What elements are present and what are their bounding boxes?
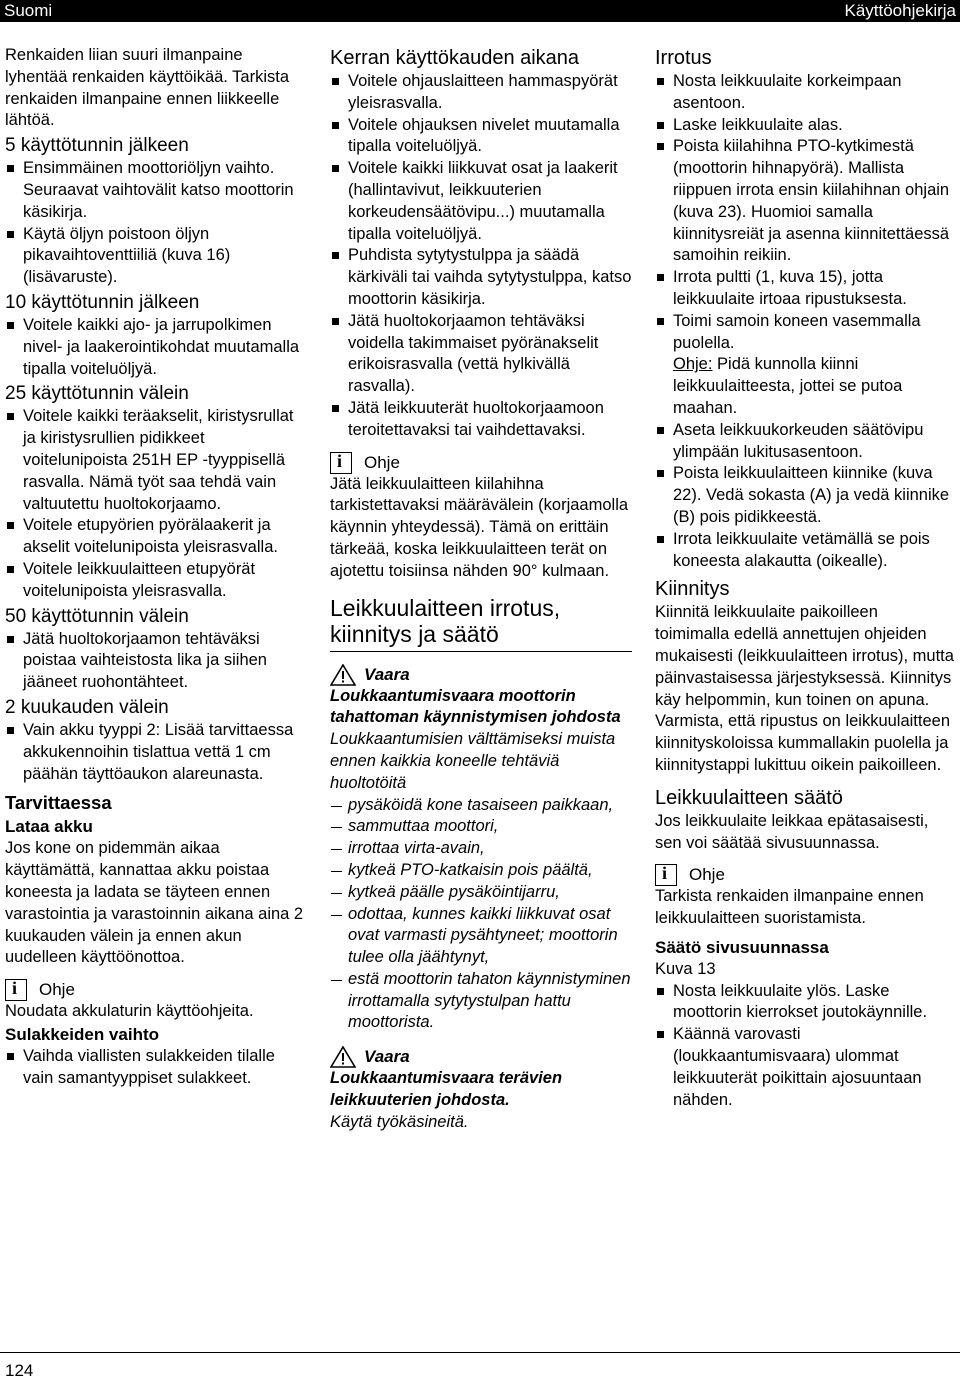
charge-battery-text: Jos kone on pidemmän aikaa käyttämättä, kannattaa akku poistaa koneesta ja ladata se täyteen ennen varastointia ja varastoinnin aikana aina 2 kuukauden välein ja ennen akun uudelleen käyttöönottoa. xyxy=(5,839,304,967)
main-section-title xyxy=(330,595,632,652)
lateral-adjustment-figure-ref: Kuva 13 xyxy=(655,959,716,978)
section-10-hours-list xyxy=(5,315,305,380)
warning-text: Käytä työkäsineitä. xyxy=(330,1112,469,1131)
page-number: 124 xyxy=(5,1361,34,1380)
warning-title: Vaara xyxy=(364,1047,410,1067)
header-language: Suomi xyxy=(4,1,53,20)
list-item: Poista kiilahihna PTO-kytkimestä (moottorin hihnapyörä). Mallista riippuen irrota ensin kiilahihnan ohjain (kuva 23). Huomioi samalla kiinnitysreiät ja asenna kiinnitettäessä samoihin reikiin. xyxy=(655,136,955,267)
warning-header xyxy=(330,664,632,686)
column-2 xyxy=(330,45,632,1134)
once-per-season-list xyxy=(330,71,632,442)
attachment-text: Kiinnitä leikkuulaite paikoilleen toimimalla edellä annettujen ohjeiden mukaisesti (leikkuulaitteen irrotus), mutta päinvastaisessa järjestyksessä. Kiinnitys käy helpommin, kun toinen on apuna. Varmista, että ripustus on leikkuulaitteen kiinnityskoloissa kummallakin puolella ja kiinnitystappi lukittuu oikein paikoilleen. xyxy=(655,603,954,774)
list-item: kytkeä päälle pysäköintijarru, xyxy=(330,882,632,904)
inline-note xyxy=(655,354,955,419)
section-2-months-title: 2 kuukauden välein xyxy=(5,696,169,718)
warning-steps-list xyxy=(330,795,632,1035)
warning-header xyxy=(330,1046,632,1068)
warning-subtitle: Loukkaantumisvaara moottorin tahattoman käynnistymisen johdosta xyxy=(330,686,621,727)
list-item: Nosta leikkuulaite ylös. Laske moottorin kierrokset joutokäynnille. xyxy=(655,981,955,1025)
page-header xyxy=(0,0,960,22)
list-item: Puhdista sytytystulppa ja säädä kärkiväli tai vaihda sytytystulppa, katso moottorin käsikirja. xyxy=(330,245,632,310)
list-item: Voitele kaikki liikkuvat osat ja laakerit (hallintavivut, leikkuuterien korkeudensäätövipu...) muutamalla tipalla voiteluöljyä. xyxy=(330,158,632,245)
list-item: Voitele etupyörien pyörälaakerit ja akselit voitelunipoista yleisrasvalla. xyxy=(5,515,305,559)
info-note-title: Ohje xyxy=(689,865,725,885)
list-item: Jätä leikkuuterät huoltokorjaamoon teroitettavaksi tai vaihdettavaksi. xyxy=(330,398,632,442)
list-item: Käytä öljyn poistoon öljyn pikavaihtoventtiiliä (kuva 16) (lisävaruste). xyxy=(5,224,305,289)
list-item: Aseta leikkuukorkeuden säätövipu ylimpään lukitusasentoon. xyxy=(655,420,955,464)
adjustment-text: Jos leikkuulaite leikkaa epätasaisesti, sen voi säätää sivusuunnassa. xyxy=(655,811,929,852)
info-icon xyxy=(5,979,27,1001)
list-item: odottaa, kunnes kaikki liikkuvat osat ovat varmasti pysähtyneet; moottorin tulee olla jäähtynyt, xyxy=(330,904,632,969)
list-item: pysäköidä kone tasaiseen paikkaan, xyxy=(330,795,632,817)
header-doc-title: Käyttöohjekirja xyxy=(844,1,956,20)
lateral-adjustment-title: Säätö sivusuunnassa xyxy=(655,937,829,957)
list-item: Vain akku tyyppi 2: Lisää tarvittaessa akkukennoihin tislattua vettä 1 cm päähän täyttöaukon alareunasta. xyxy=(5,720,305,785)
list-item: Käännä varovasti (loukkaantumisvaara) ulommat leikkuuterät poikittain ajosuuntaan nähden. xyxy=(655,1024,955,1111)
info-note-text: Tarkista renkaiden ilmanpaine ennen leikkuulaitteen suoristamista. xyxy=(655,887,924,928)
info-note-title: Ohje xyxy=(364,452,400,472)
list-item: Voitele ohjauslaitteen hammaspyörät yleisrasvalla. xyxy=(330,71,632,115)
list-item: Jätä huoltokorjaamon tehtäväksi poistaa vaihteistosta lika ja siihen jääneet ruohontähteet. xyxy=(5,629,305,694)
list-item: kytkeä PTO-katkaisin pois päältä, xyxy=(330,860,632,882)
adjustment-title: Leikkuulaitteen säätö xyxy=(655,786,843,809)
tire-pressure-intro: Renkaiden liian suuri ilmanpaine lyhentää renkaiden käyttöikää. Tarkista renkaiden ilmanpaine ennen liikkeelle lähtöä. xyxy=(5,46,290,130)
list-item: Irrota pultti (1, kuva 15), jotta leikkuulaite irtoaa ripustuksesta. xyxy=(655,267,955,311)
warning-text: Loukkaantumisien välttämiseksi muista ennen kaikkia koneelle tehtäviä huoltotöitä xyxy=(330,730,616,792)
section-50-hours-list xyxy=(5,629,305,694)
info-note-text: Jätä leikkuulaitteen kiilahihna tarkistettavaksi määrävälein (korjaamolla käynnin yhteydessä). Tämä on erittäin tärkeää, koska leikkuulaitteen terät on ajotettu toisiinsa nähden 90° kulmaan. xyxy=(330,474,629,580)
info-note-title: Ohje xyxy=(39,980,75,1000)
inline-note-label: Ohje: xyxy=(673,355,713,374)
section-50-hours-title: 50 käyttötunnin välein xyxy=(5,605,189,627)
list-item: Voitele leikkuulaitteen etupyörät voitelunipoista yleisrasvalla. xyxy=(5,559,305,603)
section-25-hours-title: 25 käyttötunnin välein xyxy=(5,383,189,405)
fuse-replacement-title: Sulakkeiden vaihto xyxy=(5,1024,159,1044)
main-section-title-line-1: Leikkuulaitteen irrotus, xyxy=(330,594,561,621)
list-item: Jätä huoltokorjaamon tehtäväksi voidella takimmaiset pyöränakselit erikoisrasvalla (vettä hylkivällä rasvalla). xyxy=(330,311,632,398)
lateral-adjustment-list xyxy=(655,981,955,1112)
section-25-hours-list xyxy=(5,406,305,602)
list-item: Ensimmäinen moottoriöljyn vaihto. Seuraavat vaihtovälit katso moottorin käsikirja. xyxy=(5,158,305,223)
removal-list xyxy=(655,71,955,354)
list-item: estä moottorin tahaton käynnistyminen irrottamalla sytytystulpan hattu moottorista. xyxy=(330,969,632,1034)
section-2-months-list xyxy=(5,720,305,785)
list-item: Irrota leikkuulaite vetämällä se pois koneesta alakautta (oikealle). xyxy=(655,529,955,573)
list-item: Voitele kaikki teräakselit, kiristysrullat ja kiristysrullien pidikkeet voitelunipoista 251H EP -tyyppisellä rasvalla. Nämä työt saa tehdä vain valtuutettu huoltokorjaamo. xyxy=(5,406,305,515)
fuse-replacement-list xyxy=(5,1046,305,1090)
section-5-hours-title: 5 käyttötunnin jälkeen xyxy=(5,135,189,157)
removal-list-continued xyxy=(655,420,955,573)
list-item: Nosta leikkuulaite korkeimpaan asentoon. xyxy=(655,71,955,115)
info-note-header xyxy=(330,452,632,474)
list-item: Voitele ohjauksen nivelet muutamalla tipalla voiteluöljyä. xyxy=(330,115,632,159)
main-section-title-line-2: kiinnitys ja säätö xyxy=(330,620,499,647)
info-icon xyxy=(655,864,677,886)
warning-triangle-icon xyxy=(330,664,356,686)
info-note-header xyxy=(655,864,955,886)
list-item: Voitele kaikki ajo- ja jarrupolkimen nivel- ja laakerointikohdat muutamalla tipalla voiteluöljyä. xyxy=(5,315,305,380)
as-needed-title: Tarvittaessa xyxy=(5,792,112,814)
inline-note-text: Pidä kunnolla kiinni leikkuulaitteesta, jottei se putoa maahan. xyxy=(673,355,903,417)
warning-title: Vaara xyxy=(364,664,410,684)
column-1 xyxy=(5,45,305,1089)
once-per-season-title: Kerran käyttökauden aikana xyxy=(330,47,580,69)
list-item: Vaihda viallisten sulakkeiden tilalle vain samantyyppiset sulakkeet. xyxy=(5,1046,305,1090)
info-note-header xyxy=(5,979,305,1001)
info-note-text: Noudata akkulaturin käyttöohjeita. xyxy=(5,1002,254,1021)
footer-divider xyxy=(0,1352,960,1353)
attachment-title: Kiinnitys xyxy=(655,578,730,601)
warning-subtitle: Loukkaantumisvaara terävien leikkuuterien johdosta. xyxy=(330,1069,563,1110)
list-item: irrottaa virta-avain, xyxy=(330,838,632,860)
list-item: sammuttaa moottori, xyxy=(330,816,632,838)
info-icon xyxy=(330,452,352,474)
section-5-hours-list xyxy=(5,158,305,289)
column-3 xyxy=(655,45,955,1111)
charge-battery-title: Lataa akku xyxy=(5,817,93,837)
section-10-hours-title: 10 käyttötunnin jälkeen xyxy=(5,291,200,313)
removal-title: Irrotus xyxy=(655,47,712,69)
list-item: Poista leikkuulaitteen kiinnike (kuva 22). Vedä sokasta (A) ja vedä kiinnike (B) pois pidikkeestä. xyxy=(655,463,955,528)
list-item: Toimi samoin koneen vasemmalla puolella. xyxy=(655,311,955,355)
list-item: Laske leikkuulaite alas. xyxy=(655,115,955,137)
warning-triangle-icon xyxy=(330,1046,356,1068)
